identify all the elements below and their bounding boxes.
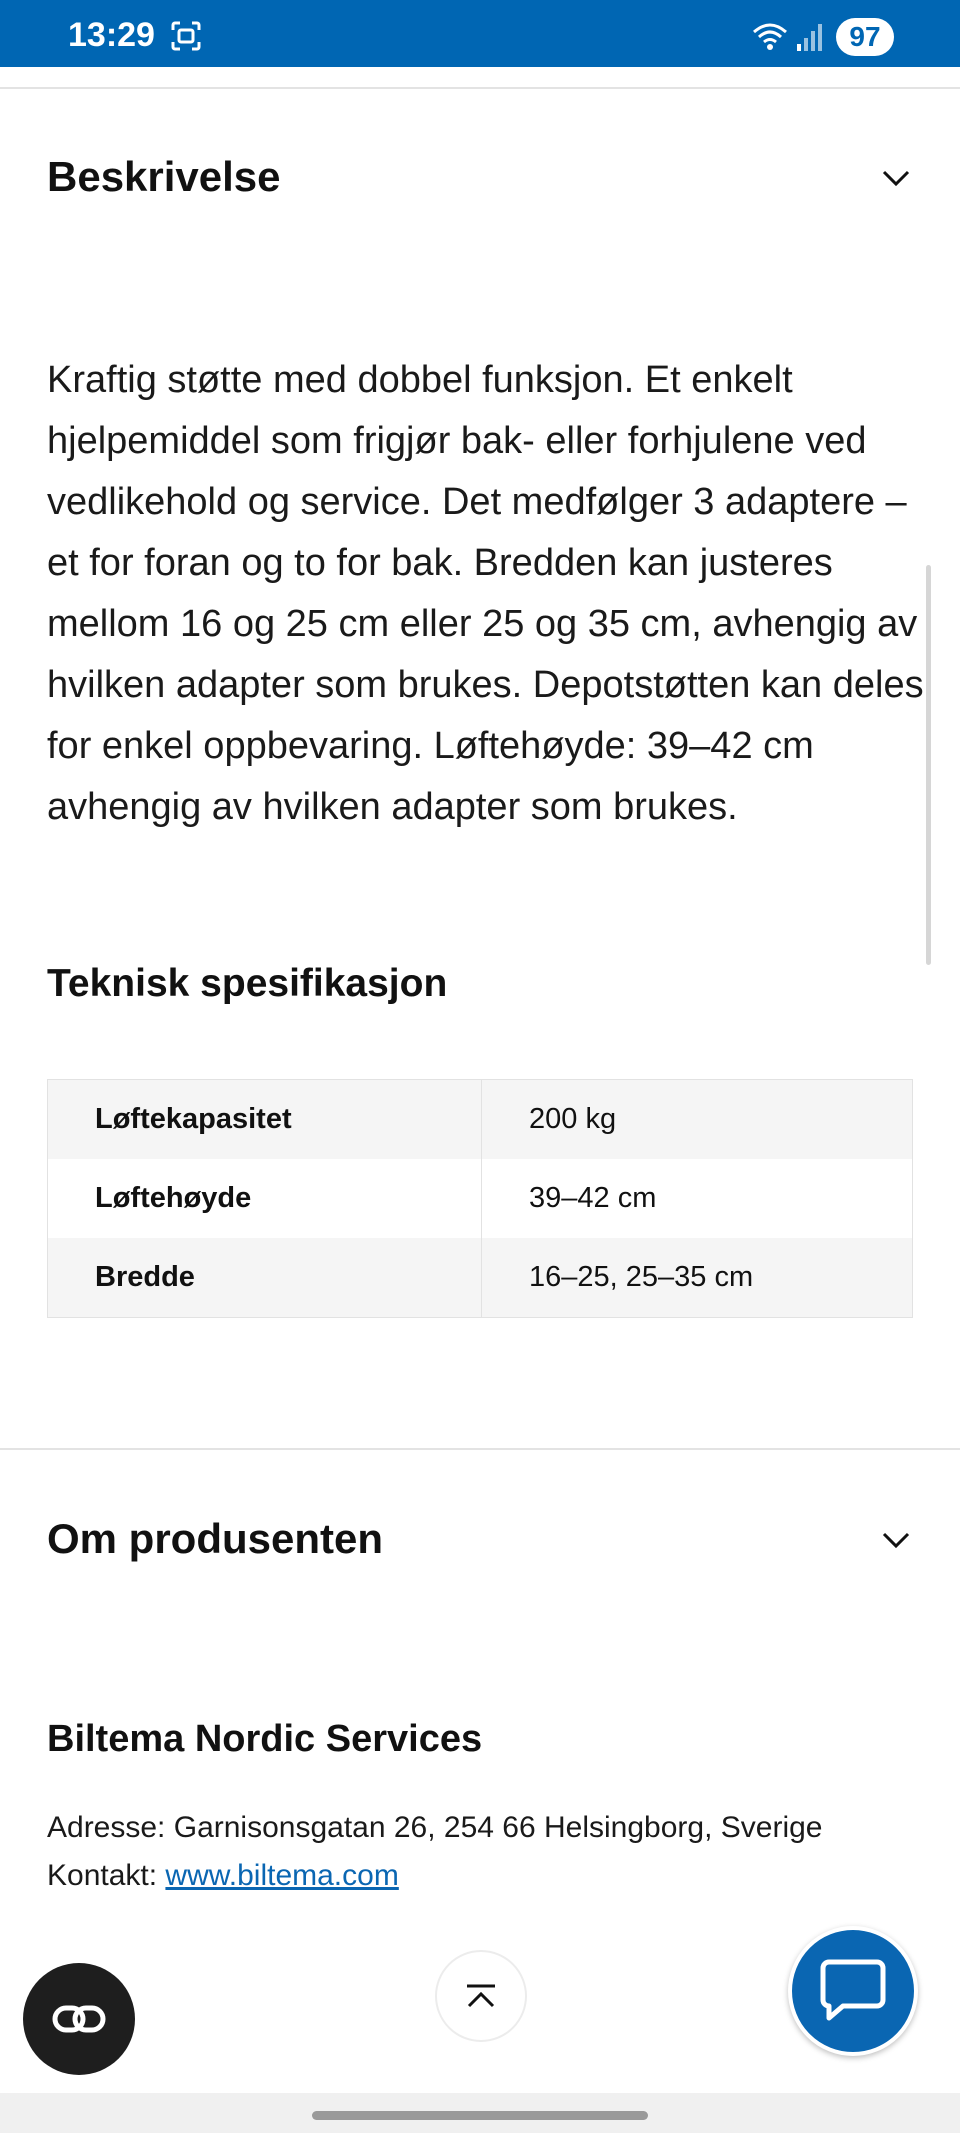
table-row <box>48 1080 913 1160</box>
signal-icon <box>796 22 824 52</box>
link-icon <box>51 1991 107 2047</box>
chevron-up-icon <box>463 1978 499 2014</box>
manufacturer-title: Om produsenten <box>47 1515 384 1562</box>
chevron-down-icon[interactable] <box>879 1523 913 1557</box>
spec-key: Løftekapasitet <box>48 1080 482 1160</box>
scrollbar[interactable] <box>926 565 931 965</box>
description-text: Kraftig støtte med dobbel funksjon. Et enkelt hjelpemiddel som frigjør bak- eller forhjulene ved vedlikehold og service. Det medfølger 3 adaptere – et for foran og to for bak. Bredden kan justeres mellom 16 og 25 cm eller 25 og 35 cm, avhengig av hvilken adapter som brukes. Depotstøtten kan deles for enkel oppbevaring. Løftehøyde: 39–42 cm avhengig av hvilken adapter som brukes. <box>47 359 924 828</box>
spec-value: 16–25, 25–35 cm <box>529 1261 754 1293</box>
divider <box>0 87 960 89</box>
manufacturer-accordion-header[interactable] <box>47 1501 913 1581</box>
wifi-icon <box>750 20 790 52</box>
scroll-to-top-button[interactable] <box>435 1950 527 2042</box>
address-value: Garnisonsgatan 26, 254 66 Helsingborg, Sverige <box>173 1811 823 1844</box>
description-accordion-header[interactable] <box>47 139 913 219</box>
specs-table <box>47 1079 913 1318</box>
spec-key: Løftehøyde <box>48 1159 482 1238</box>
description-title: Beskrivelse <box>47 153 281 200</box>
address-label: Adresse: <box>47 1811 166 1844</box>
website-link[interactable]: www.biltema.com <box>165 1859 399 1892</box>
table-row <box>48 1238 913 1318</box>
divider <box>0 1448 960 1450</box>
status-bar <box>0 0 960 67</box>
accessibility-button[interactable] <box>23 1963 135 2075</box>
manufacturer-name: Biltema Nordic Services <box>47 1718 483 1760</box>
battery-indicator: 97 <box>836 18 894 56</box>
spec-value: 200 kg <box>529 1103 617 1135</box>
chat-icon <box>819 1958 887 2024</box>
status-time: 13:29 <box>68 16 155 54</box>
spec-value: 39–42 cm <box>529 1182 657 1214</box>
table-row <box>48 1159 913 1238</box>
specs-title: Teknisk spesifikasjon <box>47 962 448 1005</box>
contact-label: Kontakt: <box>47 1859 158 1892</box>
manufacturer-address <box>47 1811 822 1845</box>
chat-button[interactable] <box>788 1926 918 2056</box>
system-nav-bar <box>0 2093 960 2133</box>
home-gesture-handle[interactable] <box>312 2111 648 2120</box>
spec-key: Bredde <box>48 1238 482 1318</box>
manufacturer-contact <box>47 1859 399 1893</box>
screenshot-icon <box>170 20 202 52</box>
chevron-down-icon[interactable] <box>879 161 913 195</box>
